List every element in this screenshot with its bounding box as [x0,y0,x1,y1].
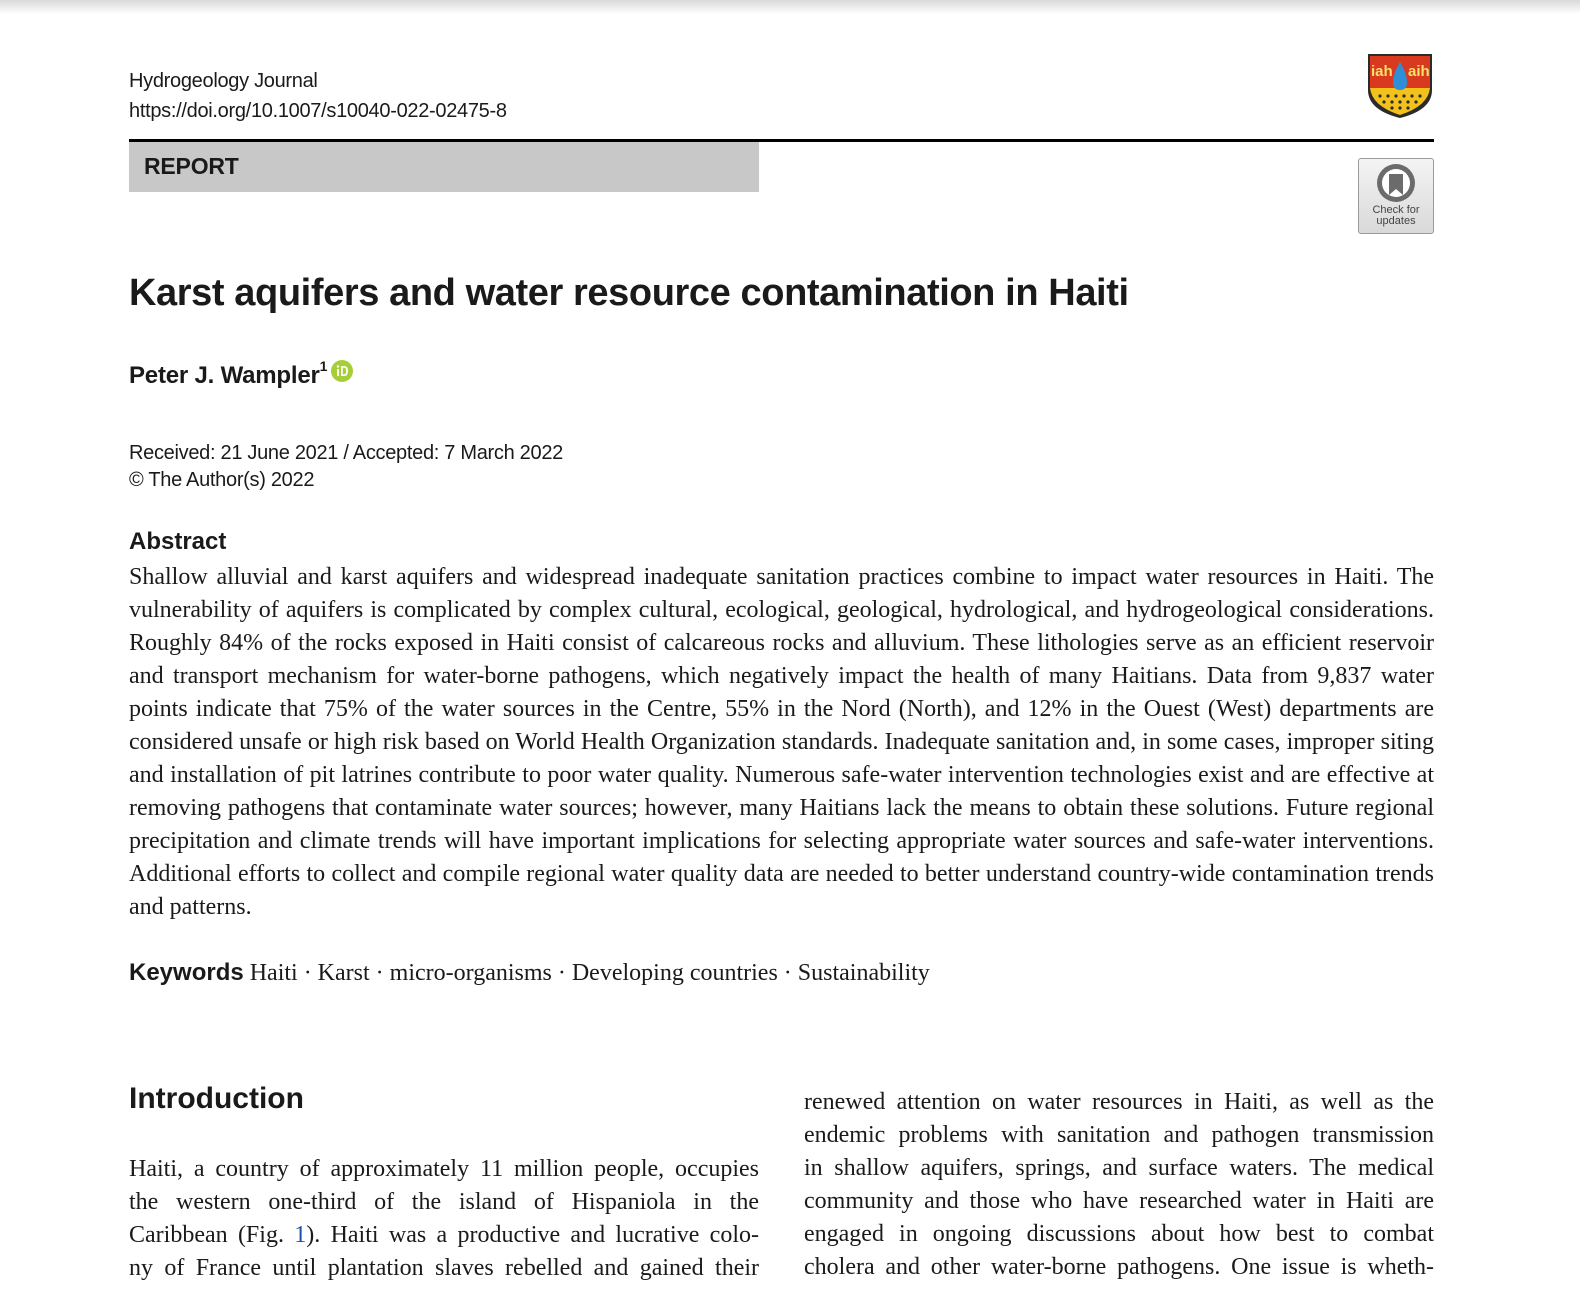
section-label: REPORT [129,142,759,192]
text-line: in shallow aquifers, springs, and surface waters. The medical [804,1155,1434,1181]
author-name: Peter J. Wampler [129,362,320,389]
keywords [129,956,930,990]
logo-text-left: iah [1371,63,1393,80]
text-line: community and those who have researched water in Haiti are [804,1188,1434,1214]
text-fragment: ). Haiti was a productive and lucrative colo- [306,1222,759,1248]
introduction-column-1 [129,1153,759,1285]
article-dates [129,440,563,494]
page-top-shadow [0,0,1580,14]
text-line: Haiti, a country of approximately 11 million people, occupies [129,1156,759,1182]
iah-aih-logo [1366,52,1434,120]
text-line: cholera and other water-borne pathogens. One issue is wheth- [804,1254,1434,1280]
text-line: the western one-third of the island of Hispaniola in the [129,1189,759,1215]
text-line: renewed attention on water resources in Haiti, as well as the [804,1089,1434,1115]
copyright: © The Author(s) 2022 [129,469,315,491]
author-affiliation: 1 [319,358,328,374]
text-line: endemic problems with sanitation and pathogen transmission [804,1122,1434,1148]
author-line [129,358,353,391]
check-for-updates-icon [1375,162,1417,204]
text-fragment: Caribbean (Fig. [129,1222,295,1248]
received-accepted: Received: 21 June 2021 / Accepted: 7 March 2022 [129,442,563,464]
introduction-column-2 [804,1086,1434,1284]
text-line: engaged in ongoing discussions about how best to combat [804,1221,1434,1247]
abstract-heading: Abstract [129,528,227,555]
iah-aih-logo-icon [1366,52,1434,120]
check-for-updates-label: Check for updates [1372,204,1420,227]
logo-text-right: aih [1408,63,1430,80]
figure-1-link[interactable]: 1 [294,1222,307,1248]
orcid-icon[interactable] [331,360,353,389]
journal-name: Hydrogeology Journal [129,70,318,92]
text-line [129,1219,759,1252]
check-for-updates-button[interactable] [1358,158,1434,234]
article-title: Karst aquifers and water resource contamination in Haiti [129,272,1129,314]
text-line: ny of France until plantation slaves rebelled and gained their [129,1255,759,1281]
introduction-heading: Introduction [129,1082,304,1115]
doi-link[interactable]: https://doi.org/10.1007/s10040-022-02475-8 [129,100,507,122]
keywords-list: Haiti · Karst · micro-organisms · Developing countries · Sustainability [249,960,930,986]
abstract-text: Shallow alluvial and karst aquifers and widespread inadequate sanitation practices combine to impact water resources in Haiti. The vulnerability of aquifers is complicated by complex cultural, ecological, geological, hydrological, and hydrogeological considerations. Roughly 84% of the rocks exposed in Haiti consist of calcareous rocks and alluvium. These lithologies serve as an efficient reservoir and transport mechanism for water-borne pathogens, which negatively impact the health of many Haitians. Data from 9,837 water points indicate that 75% of the water sources in the Centre, 55% in the Nord (North), and 12% in the Ouest (West) departments are considered unsafe or high risk based on World Health Organization standards. Inadequate sanitation and, in some cases, improper siting and installation of pit latrines contribute to poor water quality. Numerous safe-water intervention technologies exist and are effective at removing pathogens that contaminate water sources; however, many Haitians lack the means to obtain these solutions. Future regional precipitation and climate trends will have important implications for selecting appropriate water sources and safe-water interventions. Additional efforts to collect and compile regional water quality data are needed to better understand country-wide contamination trends and patterns. [129,564,1434,920]
keywords-heading: Keywords [129,959,244,986]
journal-info [129,66,507,126]
